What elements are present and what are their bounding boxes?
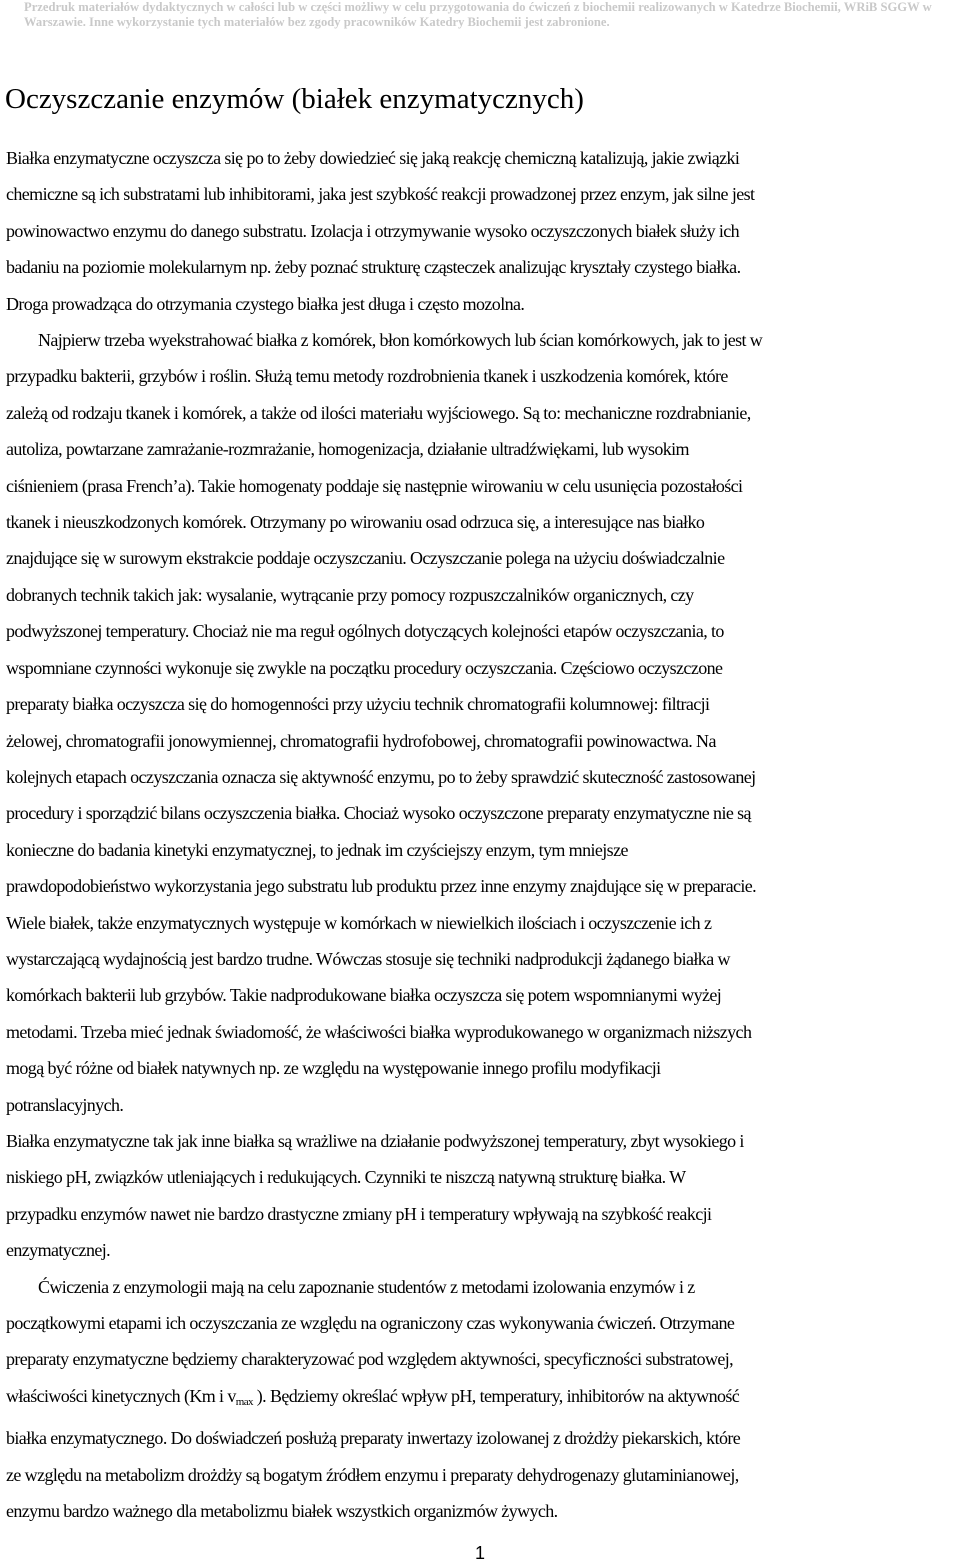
text-line: znajdujące się w surowym ekstrakcie poddaje oczyszczaniu. Oczyszczanie polega na użyciu doświadczalnie — [6, 548, 725, 569]
vmax-subscript: max — [235, 1395, 253, 1408]
text-line: przypadku bakterii, grzybów i roślin. Służą temu metody rozdrobnienia tkanek i uszkodzenia komórek, które — [6, 366, 728, 387]
text-line: komórkach bakterii lub grzybów. Takie nadprodukowane białka oczyszcza się potem wspomnianymi wyżej — [6, 985, 722, 1006]
text-line: tkanek i nieuszkodzonych komórek. Otrzymany po wirowaniu osad odrzuca się, a interesujące nas białko — [6, 512, 705, 533]
text-line: kolejnych etapach oczyszczania oznacza się aktywność enzymu, po to żeby sprawdzić skuteczność zastosowanej — [6, 766, 756, 787]
text-line: żelowej, chromatografii jonowymiennej, chromatografii hydrofobowej, chromatografii powinowactwa. Na — [6, 730, 716, 751]
text-line: Ćwiczenia z enzymologii mają na celu zapoznanie studentów z metodami izolowania enzymów i z — [38, 1276, 695, 1297]
text-line: Droga prowadząca do otrzymania czystego białka jest długa i często mozolna. — [6, 293, 525, 314]
text-line: autoliza, powtarzane zamrażanie-rozmrażanie, homogenizacja, działanie ultradźwiękami, lub wysokim — [6, 439, 689, 460]
text-line: potranslacyjnych. — [6, 1094, 124, 1115]
text-line: podwyższonej temperatury. Chociaż nie ma reguł ogólnych dotyczących kolejności etapów oczyszczania, to — [6, 621, 724, 642]
text-line: konieczne do badania kinetyki enzymatycznej, to jednak im czyściejszy enzym, tym mniejsze — [6, 839, 628, 860]
paragraph-extraction — [6, 322, 960, 1123]
text-line: enzymu bardzo ważnego dla metabolizmu białek wszystkich organizmów żywych. — [6, 1501, 558, 1522]
text-line: zależą od rodzaju tkanek i komórek, a także od ilości materiału wyjściowego. Są to: mechaniczne rozdrabnianie, — [6, 402, 751, 423]
text-line: enzymatycznej. — [6, 1240, 111, 1261]
text-line: powinowactwo enzymu do danego substratu. Izolacja i otrzymywanie wysoko oczyszczonych białek służy ich — [6, 220, 740, 241]
text-line: ze względu na metabolizm drożdży są bogatym źródłem enzymu i preparaty dehydrogenazy glutaminianowej, — [6, 1464, 739, 1485]
text-line: Wiele białek, także enzymatycznych występuje w komórkach w niewielkich ilościach i oczyszczenie ich z — [6, 912, 712, 933]
watermark-line: Warszawie. Inne wykorzystanie tych materiałów bez zgody pracowników Katedry Biochemii jest zabronione. — [24, 14, 610, 29]
text-line: ciśnieniem (prasa French’a). Takie homogenaty poddaje się następnie wirowaniu w celu usunięcia pozostałości — [6, 475, 743, 496]
text-line: wystarczającą wydajnością jest bardzo trudne. Wówczas stosuje się techniki nadprodukcji żądanego białka w — [6, 948, 730, 969]
text-line: mogą być różne od białek natywnych np. ze względu na występowanie innego profilu modyfikacji — [6, 1058, 661, 1079]
text-line: prawdopodobieństwo wykorzystania jego substratu lub produktu przez inne enzymy znajdujące się w preparacie. — [6, 876, 757, 897]
text-line: dobranych technik takich jak: wysalanie, wytrącanie przy pomocy rozpuszczalników organicznych, czy — [6, 584, 694, 605]
text-line: preparaty białka oczyszcza się do homogenności przy użyciu technik chromatografii kolumnowej: filtracji — [6, 694, 710, 715]
text-line: Białka enzymatyczne tak jak inne białka są wrażliwe na działanie podwyższonej temperatury, zbyt wysokiego i — [6, 1130, 744, 1151]
paragraph-purpose — [6, 140, 960, 322]
text-line: wspomniane czynności wykonuje się zwykle na początku procedury oczyszczania. Częściowo oczyszczone — [6, 657, 723, 678]
paragraph-exercises — [6, 1269, 960, 1530]
text-line: procedury i sporządzić bilans oczyszczenia białka. Chociaż wysoko oczyszczone preparaty enzymatyczne nie są — [6, 803, 751, 824]
text-line-kinetics — [6, 1378, 960, 1420]
text-line: białka enzymatycznego. Do doświadczeń posłużą preparaty inwertazy izolowanej z drożdży piekarskich, które — [6, 1428, 741, 1449]
text-line: Białka enzymatyczne oczyszcza się po to żeby dowiedzieć się jaką reakcję chemiczną katalizują, jakie związki — [6, 148, 740, 168]
watermark-line: Przedruk materiałów dydaktycznych w całości lub w części możliwy w celu przygotowania do ćwiczeń z biochemii realizowanych w Katedrze Biochemii, WRiB SGGW w — [24, 0, 932, 14]
text-line: chemiczne są ich substratami lub inhibitorami, jaka jest szybkość reakcji prowadzonej przez enzym, jak silne jest — [6, 184, 755, 205]
text-line: badaniu na poziomie molekularnym np. żeby poznać strukturę cząsteczek analizując kryształy czystego białka. — [6, 257, 741, 278]
document-body — [6, 140, 960, 1529]
text-line: początkowymi etapami ich oczyszczania ze względu na ograniczony czas wykonywania ćwiczeń. Otrzymane — [6, 1313, 735, 1333]
text-line: niskiego pH, związków utleniających i redukujących. Czynniki te niszczą natywną strukturę białka. W — [6, 1167, 686, 1188]
document-title: Oczyszczanie enzymów (białek enzymatycznych) — [5, 83, 584, 115]
page-number: 1 — [474, 1543, 485, 1563]
text-fragment: właściwości kinetycznych (Km i v — [6, 1385, 236, 1406]
copyright-watermark — [24, 0, 944, 29]
text-line: przypadku enzymów nawet nie bardzo drastyczne zmiany pH i temperatury wpływają na szybkość reakcji — [6, 1203, 712, 1224]
text-fragment: ). Będziemy określać wpływ pH, temperatury, inhibitorów na aktywność — [252, 1385, 740, 1406]
text-line: preparaty enzymatyczne będziemy charakteryzować pod względem aktywności, specyficzności substratowej, — [6, 1349, 734, 1370]
text-line: metodami. Trzeba mieć jednak świadomość, że właściwości białka wyprodukowanego w organizmach niższych — [6, 1021, 752, 1042]
paragraph-sensitivity — [6, 1123, 960, 1269]
text-line: Najpierw trzeba wyekstrahować białka z komórek, błon komórkowych lub ścian komórkowych, jak to jest w — [38, 330, 763, 351]
